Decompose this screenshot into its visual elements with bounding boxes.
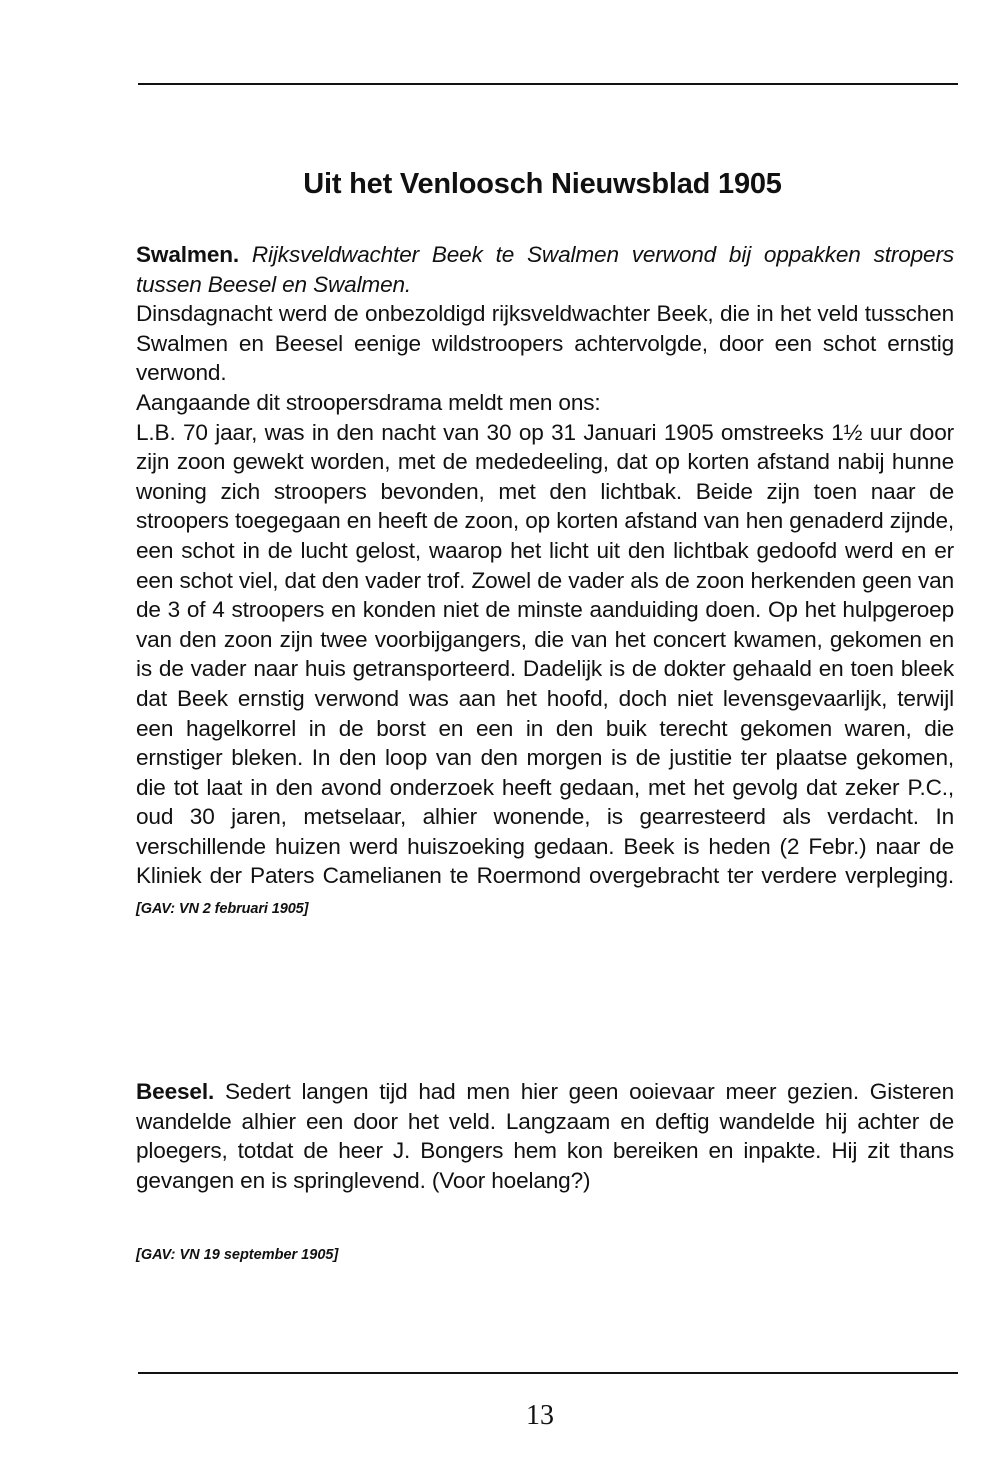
article-source: [GAV: VN 19 september 1905] (136, 1247, 339, 1263)
article-headline: Rijksveldwachter Beek te Swalmen verwond bij oppakken stropers tussen Beesel en Swalmen. (136, 242, 954, 297)
article-paragraph: Aangaande dit stroopersdrama meldt men ons: (136, 389, 601, 415)
article-place: Swalmen. (136, 242, 240, 267)
article-paragraph: Dinsdagnacht werd de onbezoldigd rijksveldwachter Beek, die in het veld tusschen Swalmen en Beesel eenige wildstroopers achtervolgde, door een schot ernstig verwond. (136, 301, 954, 386)
bottom-rule (138, 1372, 958, 1374)
page-number: 13 (526, 1400, 554, 1431)
article-body: L.B. 70 jaar, was in den nacht van 30 op 31 Januari 1905 omstreeks 1½ uur door zijn zoon gewekt worden, met de mededeeling, dat op korten afstand nabij hunne woning zich stroopers bevonden, met den lichtbak. Beide zijn toen naar de stroopers toegegaan en heeft de zoon, op korten afstand van hen genaderd zijnde, een schot in de lucht gelost, waarop het licht uit den lichtbak gedoofd werd en er een schot viel, dat den vader trof. Zowel de vader als de zoon herkenden geen van de 3 of 4 stroopers en konden niet de minste aanduiding doen. Op het hulpgeroep van den zoon zijn twee voorbijgangers, die van het concert kwamen, gekomen en is de vader naar huis getransporteerd. Dadelijk is de dokter gehaald en toen bleek dat Beek ernstig verwond was aan het hoofd, doch niet levensgevaarlijk, terwijl een hagelkorrel in de borst en een in den buik terecht gekomen waren, die ernstiger bleken. In den loop van den morgen is de justitie ter plaatse gekomen, die tot laat in den avond onderzoek heeft gedaan, met het gevolg dat zeker P.C., oud 30 jaren, metselaar, alhier wonende, is gearresteerd als verdacht. In verschillende huizen werd huiszoeking gedaan. Beek is heden (2 Febr.) naar de Kliniek der Paters Camelianen te Roermond overgebracht ter verdere verpleging. (136, 419, 954, 889)
article-beesel (136, 1077, 954, 1195)
article-lead (136, 240, 954, 299)
article-place: Beesel. (136, 1079, 215, 1104)
top-rule (138, 83, 958, 85)
article-body: Sedert langen tijd had men hier geen ooievaar meer gezien. Gisteren wandelde alhier een door het veld. Langzaam en deftig wandelde hij achter de ploegers, totdat de heer J. Bongers hem kon bereiken en inpakte. Hij zit thans gevangen en is springlevend. (Voor hoelang?) (136, 1079, 954, 1193)
article-body-paragraph (136, 418, 954, 925)
article-source: [GAV: VN 2 februari 1905] (136, 901, 309, 918)
article-swalmen (136, 240, 954, 925)
article-body-paragraph (136, 1077, 954, 1195)
page-title: Uit het Venloosch Nieuwsblad 1905 (303, 168, 782, 200)
